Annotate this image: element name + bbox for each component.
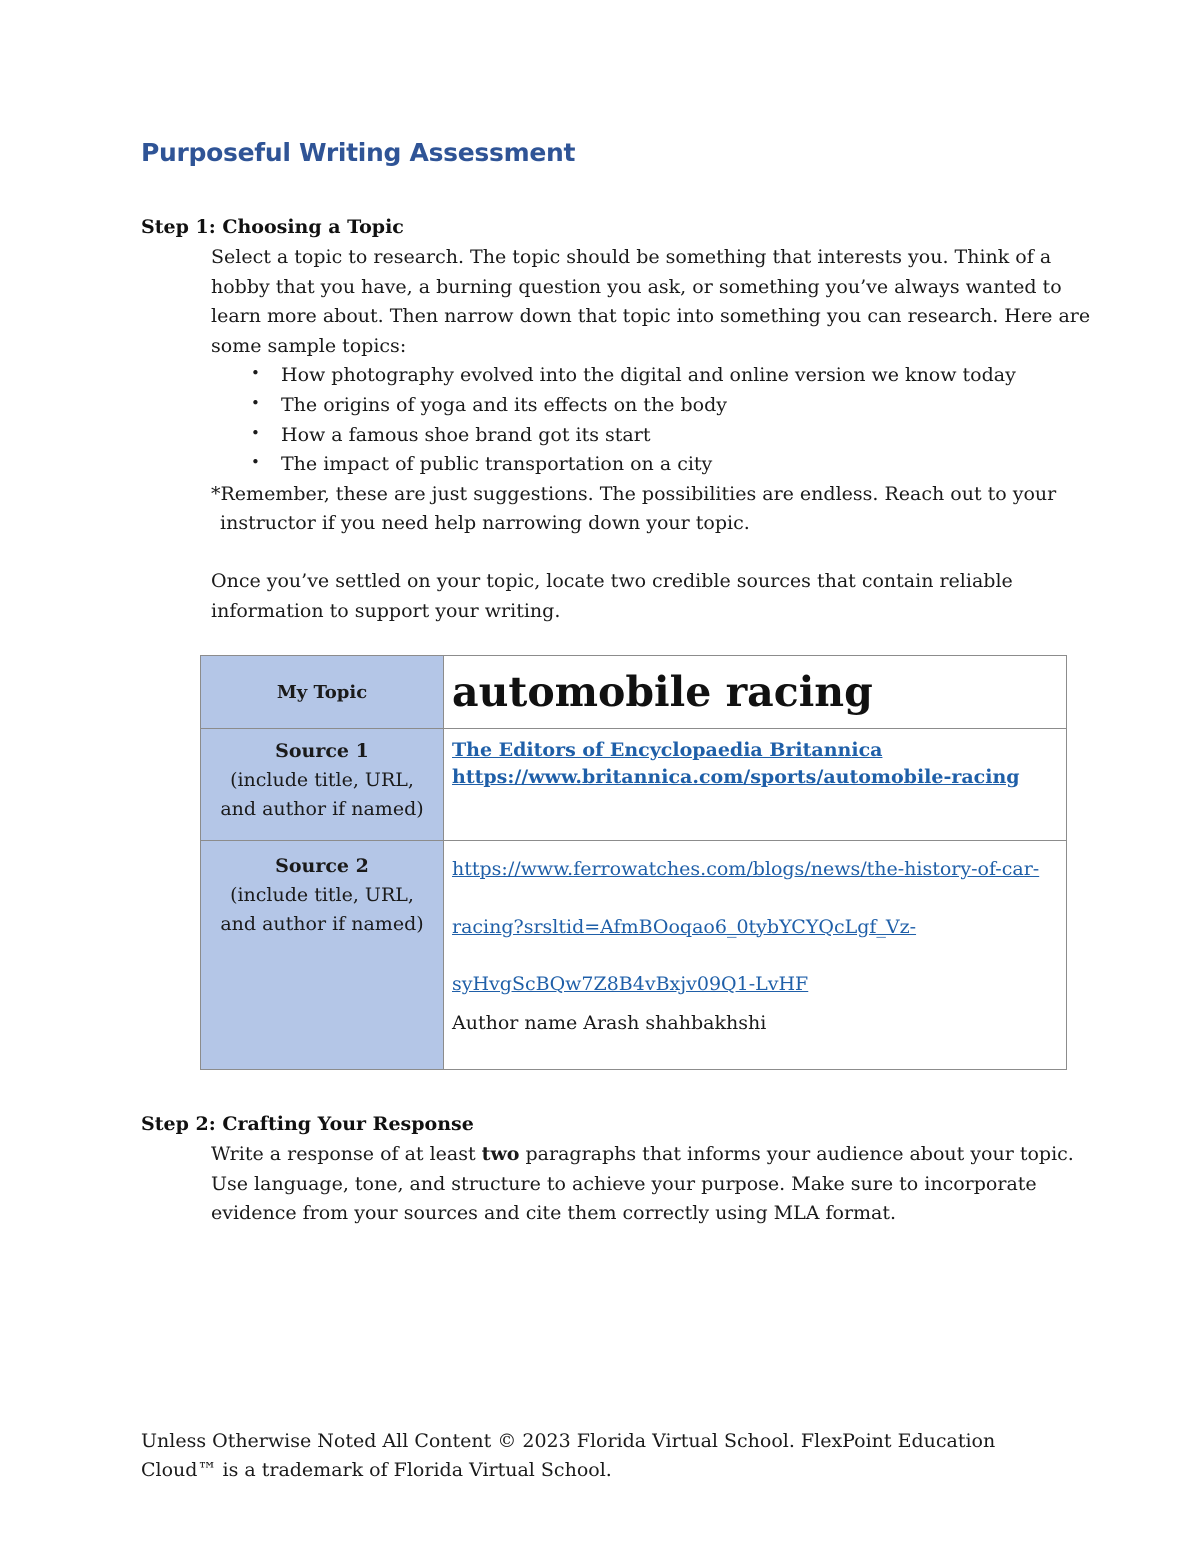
copyright-footer — [141, 1427, 1041, 1485]
source1-label: Source 1 — [275, 740, 369, 762]
source2-hint: (include title, URL, — [230, 884, 414, 906]
source2-url-link[interactable]: syHvgScBQw7Z8B4vBxjv09Q1-LvHF — [452, 973, 809, 995]
source1-url-link[interactable]: https://www.britannica.com/sports/automobile-racing — [452, 766, 1020, 788]
source2-url-link[interactable]: racing?srsltid=AfmBOoqao6_0tybYCYQcLgf_Vz- — [452, 915, 917, 938]
step1-body — [211, 243, 1091, 626]
sources-instruction-line: Once you’ve settled on your topic, locate two credible sources that contain reliable — [211, 569, 1013, 592]
bullet-icon: • — [251, 393, 260, 412]
list-item: • How a famous shoe brand got its start — [211, 421, 1091, 451]
source2-label-cell — [201, 841, 444, 1070]
topic-label-cell: My Topic — [201, 656, 444, 729]
list-item: • The impact of public transportation on a city — [211, 450, 1091, 480]
sources-instruction-line: information to support your writing. — [211, 599, 561, 622]
source2-url-link[interactable]: https://www.ferrowatches.com/blogs/news/the-history-of-car- — [452, 858, 1040, 880]
list-item: • The origins of yoga and its effects on the body — [211, 391, 1091, 421]
source2-hint: and author if named) — [220, 913, 424, 935]
step1-intro-line: Select a topic to research. The topic should be something that interests you. Think of a — [211, 246, 1052, 268]
step2-line: Use language, tone, and structure to achieve your purpose. Make sure to incorporate — [211, 1172, 1037, 1195]
footer-line: Cloud™ is a trademark of Florida Virtual School. — [141, 1459, 612, 1481]
source2-author: Author name Arash shahbakhshi — [452, 1011, 767, 1034]
step1-heading: Step 1: Choosing a Topic — [141, 216, 404, 238]
step2-heading: Step 2: Crafting Your Response — [141, 1113, 474, 1135]
source2-value-cell — [444, 841, 1067, 1070]
source1-label-cell — [201, 729, 444, 841]
emphasis-two: two — [481, 1143, 520, 1165]
source1-value-cell — [444, 729, 1067, 841]
reminder-note-line: instructor if you need help narrowing down your topic. — [220, 512, 750, 535]
bullet-icon: • — [251, 423, 260, 442]
table-row — [201, 841, 1067, 1070]
bullet-icon: • — [251, 364, 260, 383]
step2-line: Write a response of at least two paragraphs that informs your audience about your topic. — [211, 1143, 1074, 1165]
step1-intro-line: learn more about. Then narrow down that topic into something you can research. Here are — [211, 305, 1091, 328]
reminder-note-line: *Remember, these are just suggestions. The possibilities are endless. Reach out to your — [211, 482, 1057, 505]
source1-author-link[interactable]: The Editors of Encyclopaedia Britannica — [452, 739, 883, 761]
step1-intro-line: hobby that you have, a burning question you ask, or something you’ve always wanted to — [211, 275, 1062, 298]
footer-line: Unless Otherwise Noted All Content © 2023 Florida Virtual School. FlexPoint Education — [141, 1430, 996, 1452]
table-row — [201, 656, 1067, 729]
table-row — [201, 729, 1067, 841]
bullet-icon: • — [251, 453, 260, 472]
source1-hint: and author if named) — [220, 798, 424, 820]
list-item: • How photography evolved into the digital and online version we know today — [211, 361, 1091, 391]
step2-body — [211, 1140, 1091, 1229]
topic-value-cell[interactable] — [444, 656, 1067, 729]
step1-intro-line: some sample topics: — [211, 334, 407, 357]
source2-label: Source 2 — [275, 855, 369, 877]
step2-line: evidence from your sources and cite them correctly using MLA format. — [211, 1202, 897, 1225]
source1-hint: (include title, URL, — [230, 769, 414, 791]
topic-sources-table — [200, 655, 1067, 1070]
sample-topics-list — [211, 361, 1091, 479]
topic-value: automobile racing — [452, 668, 873, 716]
page-title: Purposeful Writing Assessment — [141, 138, 576, 167]
